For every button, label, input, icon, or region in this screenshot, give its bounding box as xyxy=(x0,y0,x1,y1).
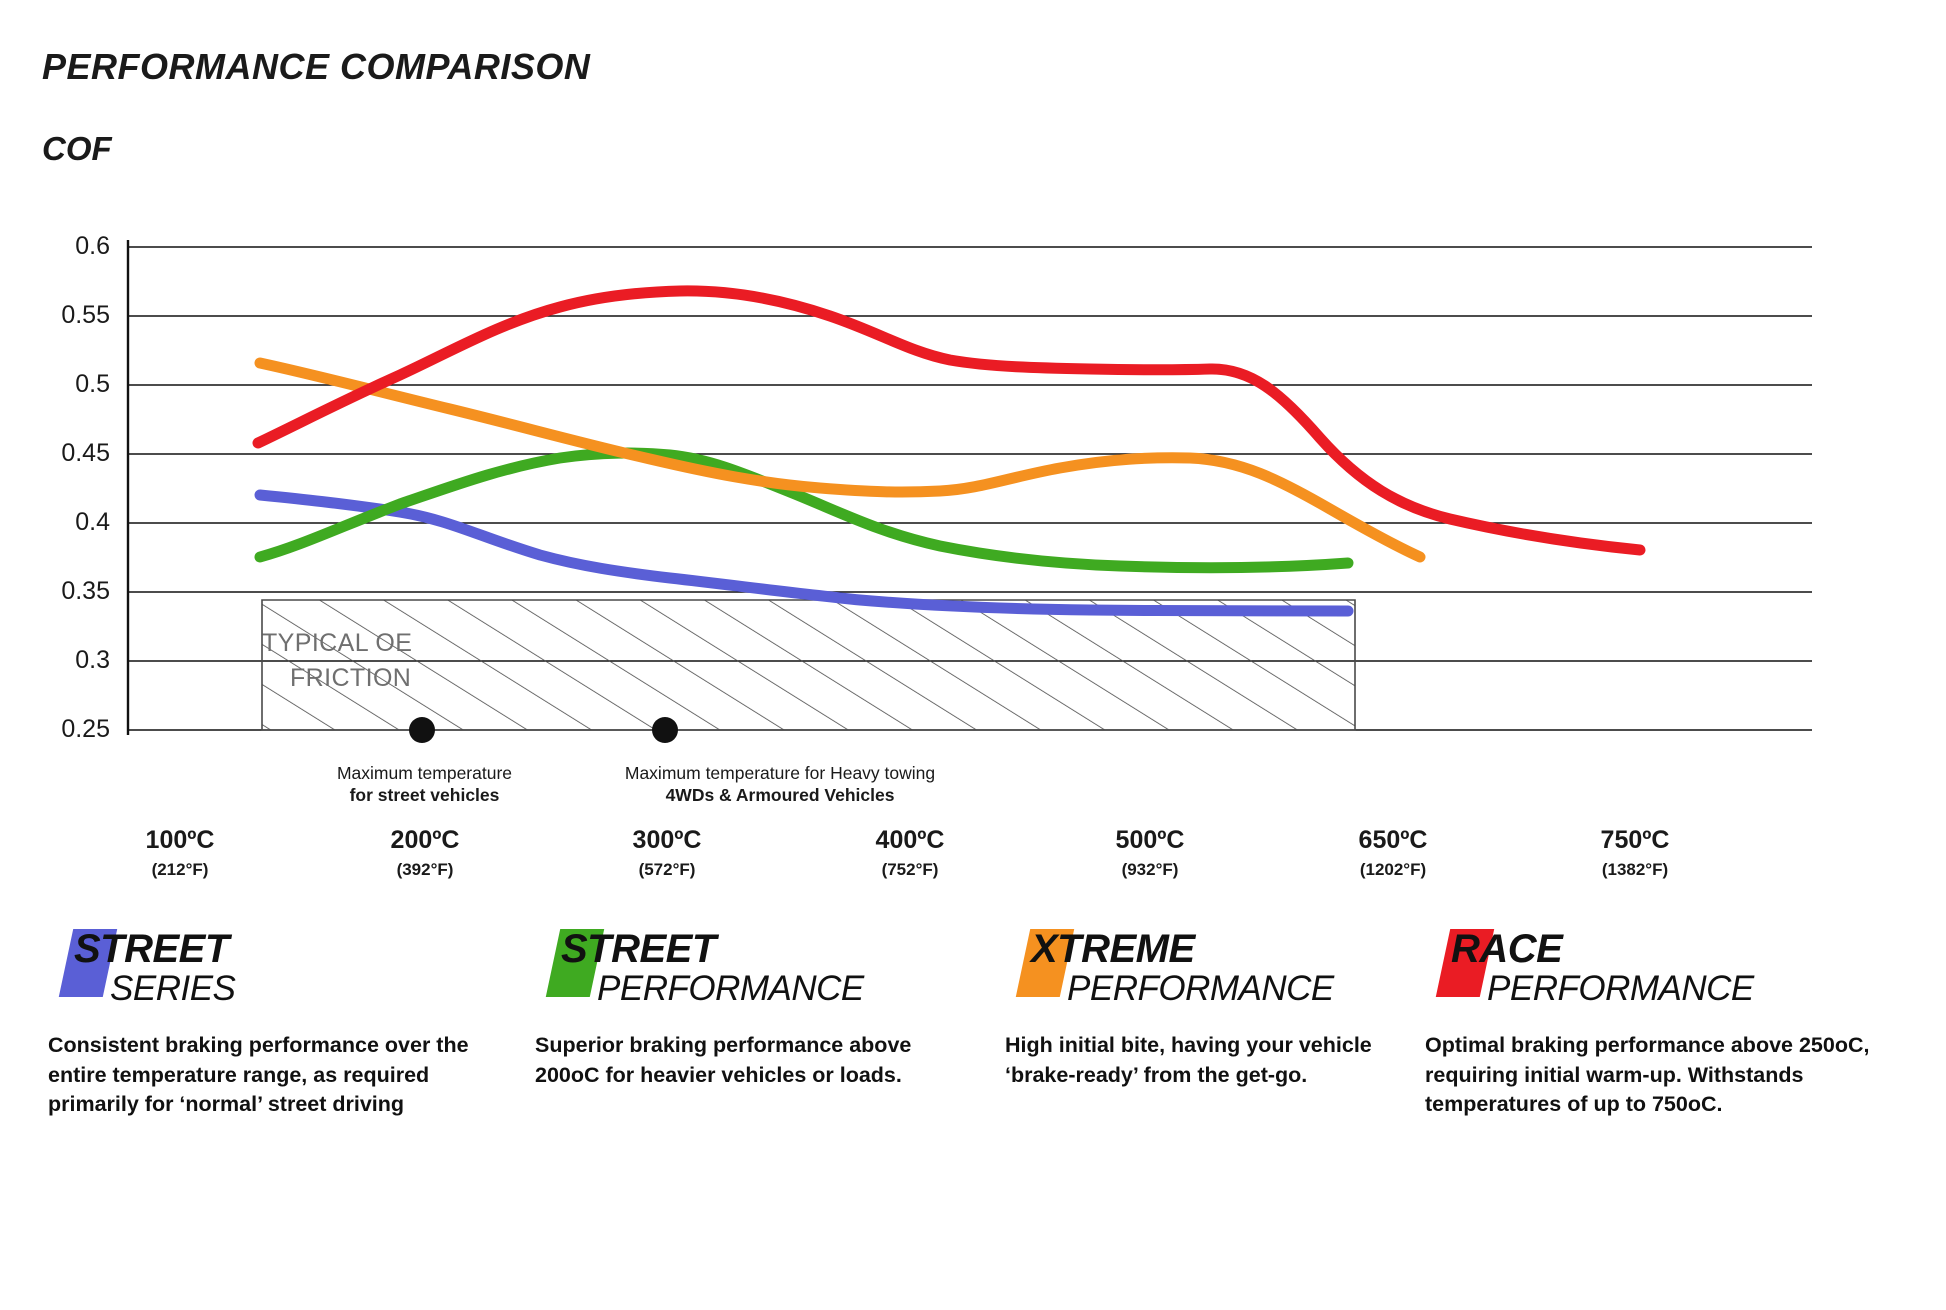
x-tick-400c xyxy=(820,826,1000,880)
x-tick-100c-celsius: 100ºC xyxy=(145,826,215,854)
max-temp-street-note-line1: Maximum temperature xyxy=(336,763,513,783)
x-tick-750c-fahrenheit: (1382°F) xyxy=(1601,860,1669,879)
legend-item-street-performance xyxy=(535,925,980,1090)
x-tick-650c-fahrenheit: (1202°F) xyxy=(1359,860,1427,879)
legend-item-race-performance xyxy=(1425,925,1875,1120)
xtreme-performance-logo-line2: PERFORMANCE xyxy=(1067,969,1334,1008)
x-tick-650c xyxy=(1303,826,1483,880)
x-tick-200c xyxy=(335,826,515,880)
max-temp-heavy-towing-note xyxy=(570,762,990,807)
race-performance-logo-line1: RACE xyxy=(1451,927,1563,971)
x-tick-500c-celsius: 500ºC xyxy=(1115,826,1185,854)
x-tick-300c-celsius: 300ºC xyxy=(632,826,702,854)
y-tick-0.45: 0.45 xyxy=(61,439,110,467)
race-performance-logo xyxy=(1425,925,1875,1015)
race-performance-description: Optimal braking performance above 250oC, requiring initial warm-up. Withstands temperatures of up to 750oC. xyxy=(1425,1033,1870,1117)
race-performance-logo-line2: PERFORMANCE xyxy=(1487,969,1754,1008)
x-tick-100c xyxy=(90,826,270,880)
street-series-logo-line1: STREET xyxy=(74,927,229,971)
max-temp-heavy-towing-note-line2: 4WDs & Armoured Vehicles xyxy=(665,785,895,806)
page-title: PERFORMANCE COMPARISON xyxy=(42,46,591,87)
series-line-street-performance xyxy=(260,453,1348,568)
max-temp-street-note-line2: for street vehicles xyxy=(349,785,500,806)
y-tick-0.5: 0.5 xyxy=(75,370,110,398)
series-line-xtreme-performance xyxy=(260,363,1420,557)
series-line-race-performance xyxy=(258,291,1640,550)
x-tick-300c-fahrenheit: (572°F) xyxy=(638,860,696,879)
y-axis-title: COF xyxy=(42,130,112,167)
x-tick-400c-fahrenheit: (752°F) xyxy=(881,860,939,879)
legend-item-xtreme-performance xyxy=(1005,925,1405,1090)
street-performance-logo xyxy=(535,925,980,1015)
y-tick-0.3: 0.3 xyxy=(75,646,110,674)
max-temp-street-note xyxy=(312,762,537,807)
x-tick-650c-celsius: 650ºC xyxy=(1358,826,1428,854)
x-tick-200c-celsius: 200ºC xyxy=(390,826,460,854)
street-performance-logo-line1: STREET xyxy=(561,927,716,971)
street-performance-logo-line2: PERFORMANCE xyxy=(597,969,864,1008)
y-tick-0.6: 0.6 xyxy=(75,232,110,260)
x-tick-750c-celsius: 750ºC xyxy=(1600,826,1670,854)
street-series-logo-line2: SERIES xyxy=(110,969,236,1008)
street-series-logo xyxy=(48,925,508,1015)
typical-oe-friction-label-line2: FRICTION xyxy=(290,664,412,692)
xtreme-performance-logo xyxy=(1005,925,1405,1015)
y-tick-0.35: 0.35 xyxy=(61,577,110,605)
series-line-street-series xyxy=(260,495,1348,611)
y-tick-0.55: 0.55 xyxy=(61,301,110,329)
xtreme-performance-logo-line1: XTREME xyxy=(1031,927,1195,971)
typical-oe-friction-label-line1: TYPICAL OE xyxy=(262,629,413,657)
x-tick-750c xyxy=(1545,826,1725,880)
x-tick-100c-fahrenheit: (212°F) xyxy=(151,860,209,879)
xtreme-performance-description: High initial bite, having your vehicle ‘brake-ready’ from the get-go. xyxy=(1005,1033,1372,1087)
x-tick-200c-fahrenheit: (392°F) xyxy=(396,860,454,879)
street-performance-description: Superior braking performance above 200oC for heavier vehicles or loads. xyxy=(535,1033,912,1087)
street-series-description: Consistent braking performance over the entire temperature range, as required primarily for ‘normal’ street driving xyxy=(48,1033,469,1117)
legend-item-street-series xyxy=(48,925,508,1120)
x-tick-300c xyxy=(577,826,757,880)
x-tick-400c-celsius: 400ºC xyxy=(875,826,945,854)
y-tick-0.25: 0.25 xyxy=(61,715,110,743)
x-tick-500c-fahrenheit: (932°F) xyxy=(1121,860,1179,879)
max-temp-street-marker-dot xyxy=(409,717,435,743)
max-temp-heavy-towing-note-line1: Maximum temperature for Heavy towing xyxy=(624,763,936,783)
max-temp-heavy-towing-marker-dot xyxy=(652,717,678,743)
x-tick-500c xyxy=(1060,826,1240,880)
product-legend xyxy=(0,925,1946,1265)
y-tick-0.4: 0.4 xyxy=(75,508,110,536)
typical-oe-friction-band xyxy=(262,600,1355,730)
